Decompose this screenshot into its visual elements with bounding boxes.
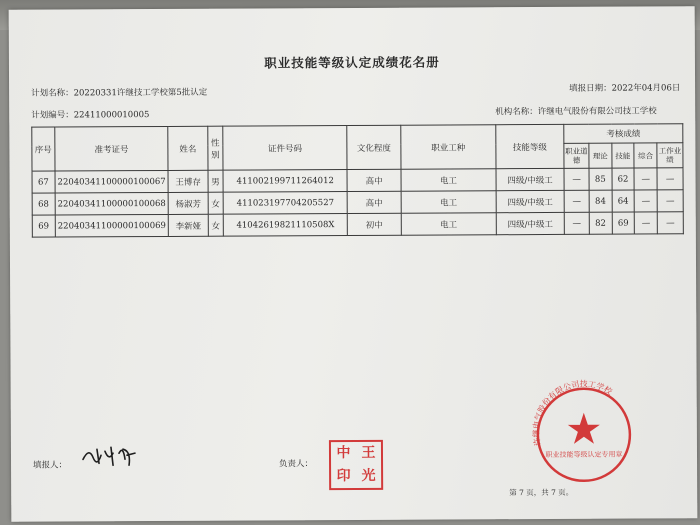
cell-seq: 67 [32, 171, 55, 193]
plan-number: 计划编号：22411000010005 [31, 110, 150, 121]
cell-id: 411023197704205527 [223, 192, 347, 215]
cell-skill: 69 [612, 212, 635, 234]
cell-level: 四级/中级工 [496, 190, 564, 212]
cell-ethics: — [564, 190, 589, 212]
cell-composite: — [634, 190, 657, 212]
document-sheet [9, 6, 698, 522]
header-edu: 文化程度 [347, 125, 401, 169]
score-table [31, 123, 684, 237]
seal-text: 许继电气股份有限公司技工学校 [531, 379, 614, 447]
page-title: 职业技能等级认定成绩花名册 [264, 54, 440, 71]
signature [79, 441, 139, 469]
cell-work: — [657, 212, 683, 234]
cell-name: 王博存 [168, 170, 207, 192]
header-skill: 技能 [611, 143, 634, 168]
cell-level: 四级/中级工 [496, 212, 564, 234]
cell-edu: 初中 [347, 213, 401, 235]
page-number: 第 7 页，共 7 页。 [509, 487, 574, 498]
cell-ticket: 22040341100000100068 [55, 192, 169, 215]
cell-skill: 62 [612, 168, 635, 190]
cell-job: 电工 [401, 213, 496, 235]
cell-id: 41042619821110508X [223, 214, 347, 237]
cell-ticket: 22040341100000100069 [55, 214, 169, 237]
header-ticket: 准考证号 [54, 126, 168, 171]
cell-ethics: — [564, 168, 589, 190]
header-id: 证件号码 [223, 126, 347, 171]
cell-job: 电工 [401, 169, 496, 191]
responsible-name-stamp [329, 440, 383, 490]
cell-theory: 85 [589, 168, 612, 190]
header-composite: 综合 [634, 143, 657, 168]
cell-skill: 64 [612, 190, 635, 212]
cell-name: 李新娅 [169, 214, 208, 236]
cell-gender: 男 [208, 170, 224, 192]
header-scores: 考核成绩 [564, 124, 683, 144]
stamp-char: 光 [361, 467, 376, 484]
header-name: 姓名 [168, 126, 207, 170]
cell-gender: 女 [208, 192, 224, 214]
cell-seq: 69 [32, 215, 55, 237]
cell-ticket: 22040341100000100067 [55, 170, 169, 193]
header-job: 职业工种 [401, 125, 496, 169]
plan-name: 计划名称：20220331许继技工学校第5批认定 [31, 87, 208, 99]
header-seq: 序号 [32, 127, 55, 171]
filler-label: 填报人： [33, 460, 68, 471]
stamp-char: 中 [336, 445, 351, 462]
header-level: 技能等级 [496, 124, 564, 168]
cell-composite: — [634, 168, 657, 190]
stamp-char: 印 [336, 468, 351, 485]
cell-id: 411002199711264012 [223, 170, 347, 193]
cell-work: — [657, 190, 683, 212]
table-row [32, 212, 683, 237]
svg-text:许继电气股份有限公司技工学校 [530, 378, 615, 447]
cell-job: 电工 [401, 191, 496, 213]
header-work: 工作业绩 [657, 143, 683, 168]
cell-theory: 84 [589, 190, 612, 212]
cell-edu: 高中 [347, 191, 401, 213]
org-name: 机构名称：许继电气股份有限公司技工学校 [495, 106, 657, 118]
cell-ethics: — [564, 212, 589, 234]
cell-work: — [657, 168, 683, 190]
fill-date: 填报日期：2022年04月06日 [569, 83, 681, 94]
cell-name: 杨淑芳 [168, 192, 207, 214]
cell-level: 四级/中级工 [496, 168, 564, 190]
header-ethics: 职业道德 [564, 143, 589, 168]
cell-edu: 高中 [347, 169, 401, 191]
stamp-char: 王 [361, 444, 376, 461]
header-theory: 理论 [589, 143, 612, 168]
cell-composite: — [635, 212, 658, 234]
header-gender: 性别 [207, 126, 223, 170]
seal-inner-text: 职业技能等级认定专用章 [545, 450, 623, 459]
cell-seq: 68 [32, 193, 55, 215]
responsible-label: 负责人： [279, 459, 314, 470]
cell-gender: 女 [208, 214, 224, 236]
official-seal [519, 374, 650, 485]
cell-theory: 82 [589, 212, 612, 234]
